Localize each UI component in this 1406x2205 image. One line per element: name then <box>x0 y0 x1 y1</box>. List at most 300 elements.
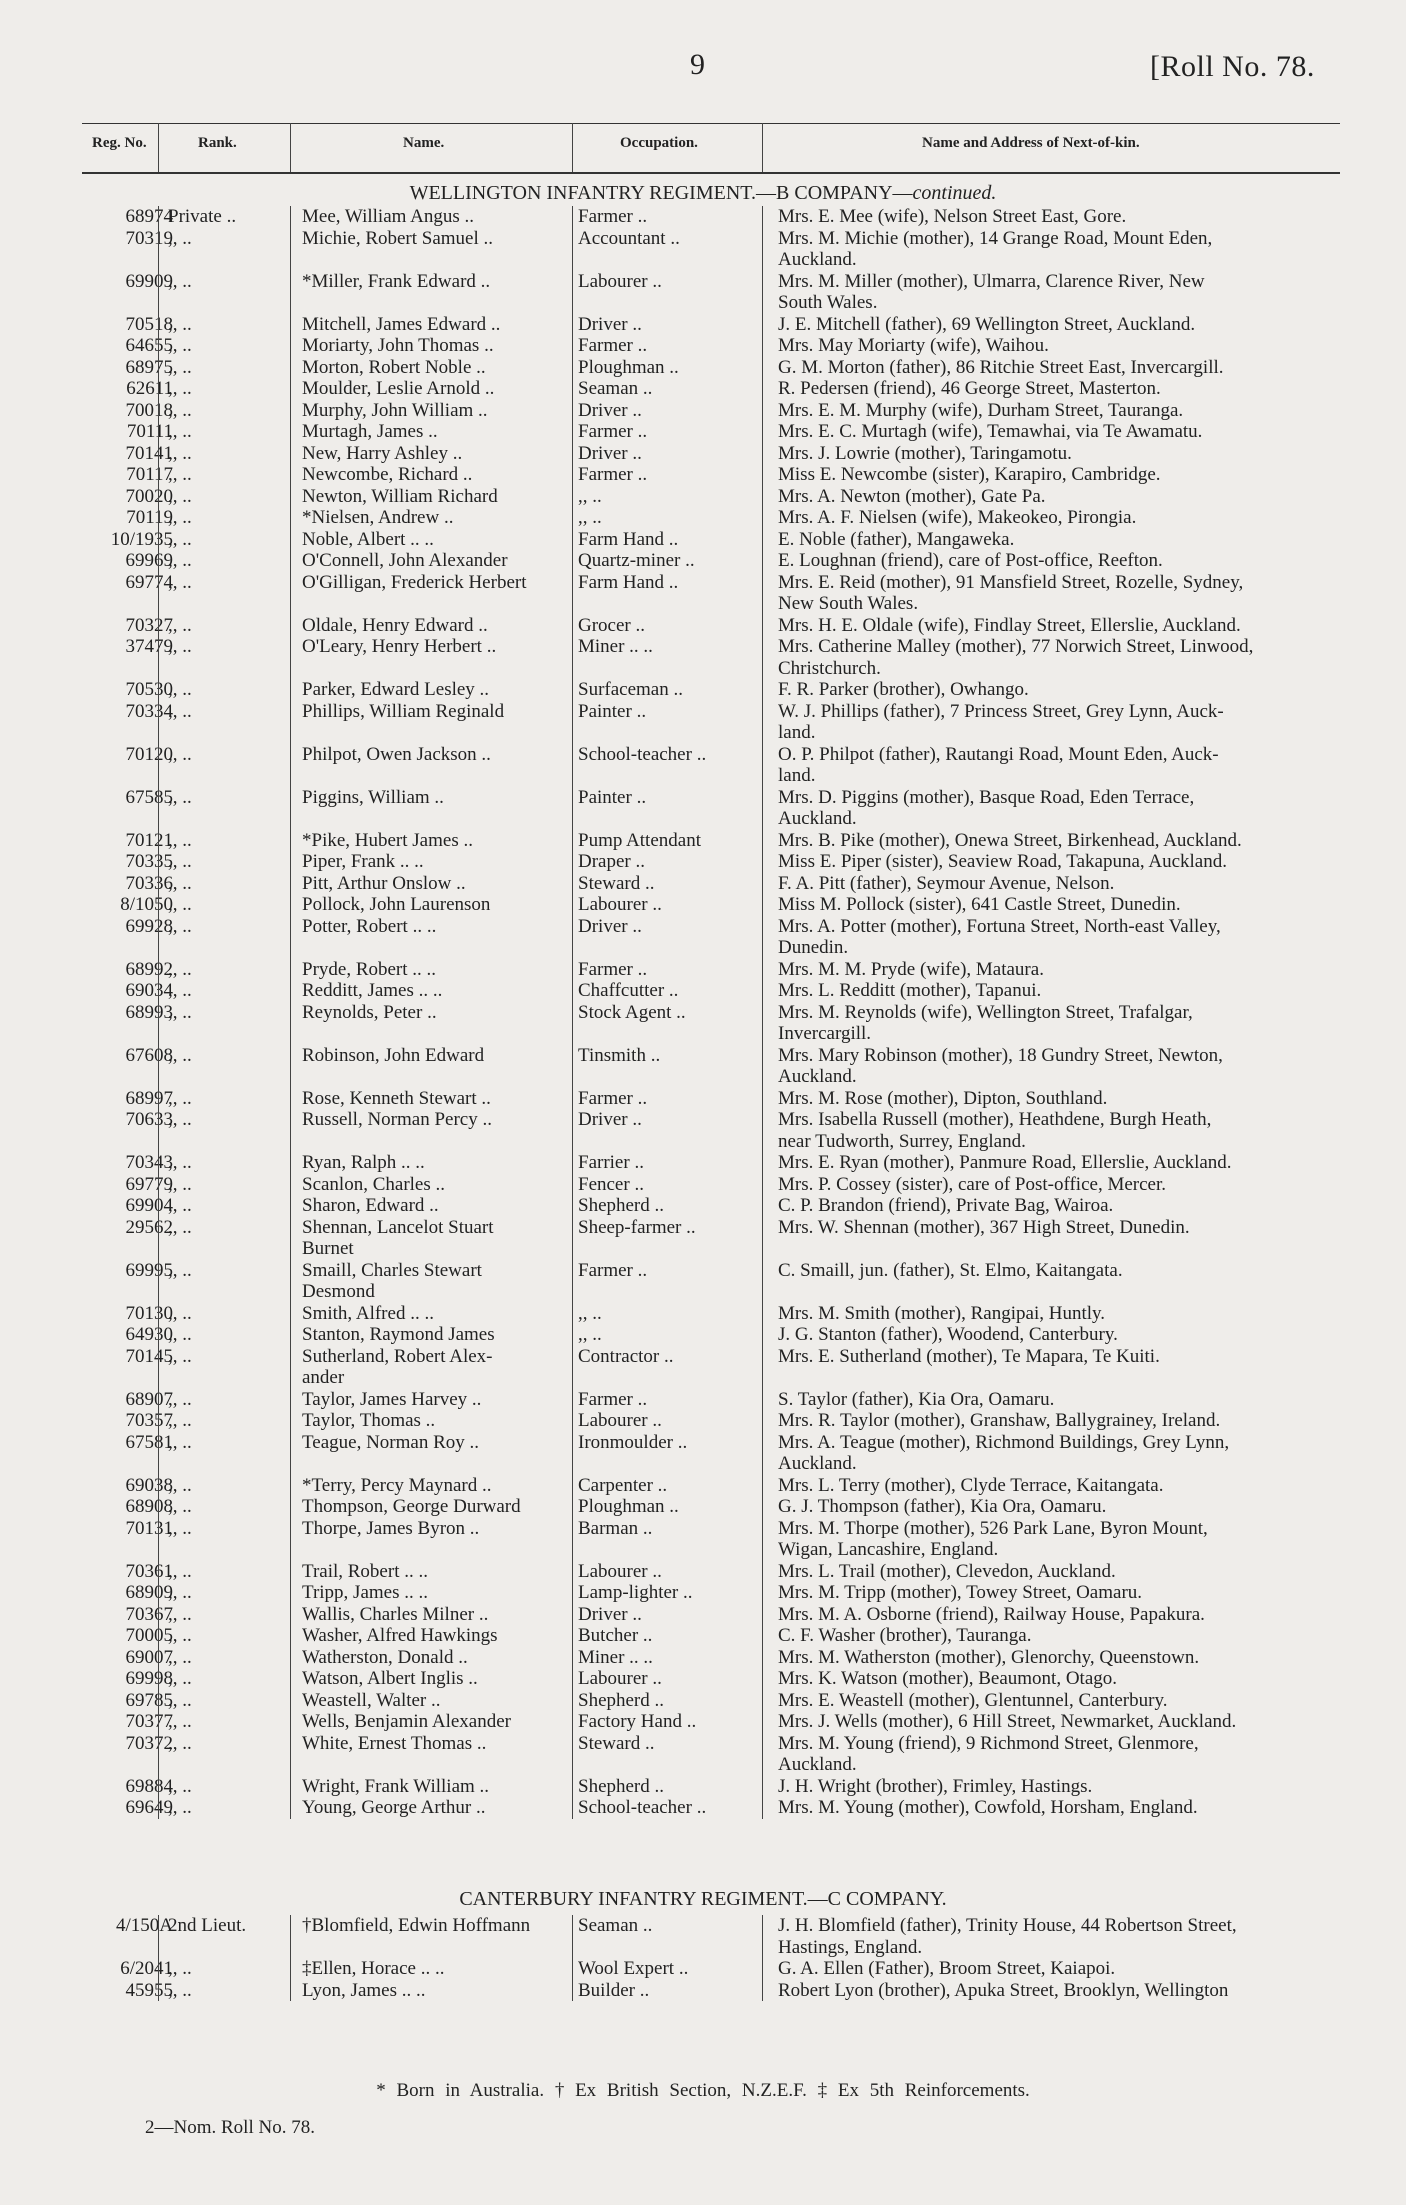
reg-number: 67585 <box>125 786 173 808</box>
reg-number: 70005 <box>125 1625 173 1646</box>
next-of-kin: Mrs. W. Shennan (mother), 367 High Street, Dunedin. <box>778 1216 1190 1238</box>
occupation: Wool Expert .. <box>578 1958 689 1979</box>
reg-number: 70334 <box>125 700 173 722</box>
reg-number: 69649 <box>125 1797 173 1818</box>
reg-number: 6/2041 <box>120 1958 173 1979</box>
rank: ,, .. <box>168 1958 192 1979</box>
occupation: ,, .. <box>578 1302 602 1324</box>
rank: ,, .. <box>168 1797 192 1818</box>
soldier-name: Taylor, Thomas .. <box>302 1410 436 1431</box>
reg-number: 69007 <box>125 1646 173 1668</box>
next-of-kin-continued: Invercargill. <box>778 1023 872 1044</box>
soldier-name: Parker, Edward Lesley .. <box>302 679 490 700</box>
soldier-name: O'Gilligan, Frederick Herbert <box>302 571 527 593</box>
soldier-name: Mee, William Angus .. <box>302 206 474 227</box>
reg-number: 70336 <box>125 872 173 894</box>
rank: ,, .. <box>168 1625 192 1646</box>
reg-number: 69998 <box>125 1668 173 1689</box>
header-rule-top <box>82 123 1340 124</box>
reg-number: 68908 <box>125 1496 173 1517</box>
rank: ,, .. <box>168 1324 192 1345</box>
occupation: Driver .. <box>578 399 642 421</box>
occupation: Farmer .. <box>578 1259 648 1281</box>
rank: ,, .. <box>168 1431 192 1453</box>
soldier-name: Taylor, James Harvey .. <box>302 1388 482 1410</box>
next-of-kin: Mrs. L. Redditt (mother), Tapanui. <box>778 980 1042 1001</box>
occupation: Sheep-farmer .. <box>578 1216 696 1238</box>
rank: ,, .. <box>168 743 192 765</box>
rank: ,, .. <box>168 1732 192 1754</box>
soldier-name: Young, George Arthur .. <box>302 1797 486 1818</box>
occupation: Driver .. <box>578 915 642 937</box>
rank: 2nd Lieut. <box>168 1915 247 1936</box>
column-rule <box>158 206 159 1819</box>
reg-number: 69884 <box>125 1775 173 1797</box>
rank: ,, .. <box>168 851 192 872</box>
next-of-kin: Mrs. E. C. Murtagh (wife), Temawhai, via Te Awamatu. <box>778 421 1203 442</box>
soldier-name: Moriarty, John Thomas .. <box>302 335 494 356</box>
next-of-kin: J. E. Mitchell (father), 69 Wellington Street, Auckland. <box>778 313 1196 335</box>
occupation: Labourer .. <box>578 894 662 915</box>
soldier-name: White, Ernest Thomas .. <box>302 1732 487 1754</box>
occupation: Painter .. <box>578 786 647 808</box>
occupation: Butcher .. <box>578 1625 653 1646</box>
page-number: 9 <box>690 48 705 81</box>
rank: ,, .. <box>168 1517 192 1539</box>
soldier-name: Robinson, John Edward <box>302 1044 485 1066</box>
soldier-name: Shennan, Lancelot Stuart <box>302 1216 494 1238</box>
rank: ,, .. <box>168 1496 192 1517</box>
reg-number: 37479 <box>125 636 173 657</box>
occupation: Farm Hand .. <box>578 571 679 593</box>
next-of-kin: Mrs. Catherine Malley (mother), 77 Norwich Street, Linwood, <box>778 636 1254 657</box>
next-of-kin: Robert Lyon (brother), Apuka Street, Brooklyn, Wellington <box>778 1979 1229 2001</box>
occupation: Chaffcutter .. <box>578 980 679 1001</box>
rank: ,, .. <box>168 378 192 399</box>
occupation: Farmer .. <box>578 206 648 227</box>
reg-number: 70117 <box>126 464 173 485</box>
next-of-kin: Mrs. R. Taylor (mother), Granshaw, Ballygrainey, Ireland. <box>778 1410 1221 1431</box>
next-of-kin: Mrs. P. Cossey (sister), care of Post-office, Mercer. <box>778 1173 1167 1195</box>
rank: ,, .. <box>168 270 192 292</box>
soldier-name: Wallis, Charles Milner .. <box>302 1603 489 1625</box>
reg-number: 70530 <box>125 679 173 700</box>
rank: ,, .. <box>168 464 192 485</box>
occupation: ,, .. <box>578 1324 602 1345</box>
next-of-kin: Mrs. H. E. Oldale (wife), Findlay Street, Ellerslie, Auckland. <box>778 614 1241 636</box>
occupation: Farmer .. <box>578 464 648 485</box>
occupation: Steward .. <box>578 872 655 894</box>
soldier-name: *Nielsen, Andrew .. <box>302 507 454 528</box>
occupation: Contractor .. <box>578 1345 674 1367</box>
next-of-kin: C. F. Washer (brother), Tauranga. <box>778 1625 1032 1646</box>
next-of-kin: G. A. Ellen (Father), Broom Street, Kaiapoi. <box>778 1958 1116 1979</box>
rank: ,, .. <box>168 1109 192 1130</box>
soldier-name: Smaill, Charles Stewart <box>302 1259 482 1281</box>
next-of-kin: Mrs. M. Miller (mother), Ulmarra, Clarence River, New <box>778 270 1205 292</box>
soldier-name: Murtagh, James .. <box>302 421 438 442</box>
roll-number: [Roll No. 78. <box>1150 50 1315 83</box>
reg-number: 70361 <box>125 1560 173 1582</box>
rank: ,, .. <box>168 1474 192 1496</box>
reg-number: 29562 <box>125 1216 173 1238</box>
column-header-name: Name. <box>403 135 445 151</box>
occupation: Fencer .. <box>578 1173 644 1195</box>
column-rule <box>290 206 291 1819</box>
next-of-kin: G. J. Thompson (father), Kia Ora, Oamaru. <box>778 1496 1107 1517</box>
soldier-name: Oldale, Henry Edward .. <box>302 614 488 636</box>
column-header-rank: Rank. <box>198 135 237 151</box>
next-of-kin: Mrs. E. Ryan (mother), Panmure Road, Ellerslie, Auckland. <box>778 1152 1232 1173</box>
next-of-kin: Mrs. M. M. Pryde (wife), Mataura. <box>778 958 1044 980</box>
occupation: Shepherd .. <box>578 1775 665 1797</box>
next-of-kin-continued: land. <box>778 765 816 786</box>
soldier-name: Stanton, Raymond James <box>302 1324 495 1345</box>
next-of-kin-continued: Christchurch. <box>778 657 881 679</box>
reg-number: 68907 <box>125 1388 173 1410</box>
rank: ,, .. <box>168 1216 192 1238</box>
next-of-kin: W. J. Phillips (father), 7 Princess Street, Grey Lynn, Auck- <box>778 700 1224 722</box>
soldier-name: O'Connell, John Alexander <box>302 550 508 571</box>
soldier-name: Weastell, Walter .. <box>302 1689 441 1711</box>
soldier-name: Rose, Kenneth Stewart .. <box>302 1087 491 1109</box>
reg-number: 70327 <box>125 614 173 636</box>
soldier-name: Potter, Robert .. .. <box>302 915 437 937</box>
rank: ,, .. <box>168 1388 192 1410</box>
next-of-kin-continued: New South Wales. <box>778 593 919 614</box>
reg-number: 67581 <box>125 1431 173 1453</box>
occupation: Shepherd .. <box>578 1689 665 1711</box>
reg-number: 70377 <box>125 1711 173 1732</box>
occupation: Barman .. <box>578 1517 653 1539</box>
reg-number: 70130 <box>125 1302 173 1324</box>
column-rule <box>572 1915 573 2001</box>
soldier-name: Thompson, George Durward <box>302 1496 521 1517</box>
occupation: Tinsmith .. <box>578 1044 661 1066</box>
next-of-kin: Mrs. M. Reynolds (wife), Wellington Street, Trafalgar, <box>778 1001 1193 1023</box>
rank: ,, .. <box>168 614 192 636</box>
occupation: Farmer .. <box>578 958 648 980</box>
rank: ,, .. <box>168 786 192 808</box>
nom-roll-number: 2—Nom. Roll No. 78. <box>145 2117 315 2138</box>
next-of-kin-continued: Auckland. <box>778 808 857 829</box>
occupation: Seaman .. <box>578 378 653 399</box>
next-of-kin: J. G. Stanton (father), Woodend, Canterbury. <box>778 1324 1118 1345</box>
rank: ,, .. <box>168 1689 192 1711</box>
next-of-kin: Mrs. B. Pike (mother), Onewa Street, Birkenhead, Auckland. <box>778 829 1242 851</box>
next-of-kin-continued: Auckland. <box>778 249 857 270</box>
reg-number: 69034 <box>125 980 173 1001</box>
soldier-name: Teague, Norman Roy .. <box>302 1431 480 1453</box>
occupation: Carpenter .. <box>578 1474 668 1496</box>
next-of-kin: Mrs. A. F. Nielsen (wife), Makeokeo, Pirongia. <box>778 507 1137 528</box>
occupation: Surfaceman .. <box>578 679 683 700</box>
next-of-kin-continued: Wigan, Lancashire, England. <box>778 1539 999 1560</box>
occupation: Farrier .. <box>578 1152 644 1173</box>
column-rule <box>762 206 763 1819</box>
reg-number: 69928 <box>125 915 173 937</box>
reg-number: 70020 <box>125 485 173 507</box>
column-rule <box>158 1915 159 2001</box>
reg-number: 45955 <box>125 1979 173 2001</box>
occupation: Miner .. .. <box>578 636 653 657</box>
next-of-kin: O. P. Philpot (father), Rautangi Road, Mount Eden, Auck- <box>778 743 1219 765</box>
occupation: Driver .. <box>578 1603 642 1625</box>
next-of-kin: C. Smaill, jun. (father), St. Elmo, Kaitangata. <box>778 1259 1123 1281</box>
next-of-kin: Mrs. M. Rose (mother), Dipton, Southland. <box>778 1087 1108 1109</box>
soldier-name: *Terry, Percy Maynard .. <box>302 1474 492 1496</box>
soldier-name: †Blomfield, Edwin Hoffmann <box>302 1915 531 1936</box>
rank: ,, .. <box>168 1302 192 1324</box>
soldier-name: Washer, Alfred Hawkings <box>302 1625 498 1646</box>
rank: ,, .. <box>168 636 192 657</box>
next-of-kin: S. Taylor (father), Kia Ora, Oamaru. <box>778 1388 1055 1410</box>
reg-number: 68909 <box>125 1582 173 1603</box>
next-of-kin: E. Loughnan (friend), care of Post-office, Reefton. <box>778 550 1163 571</box>
next-of-kin: Mrs. Isabella Russell (mother), Heathdene, Burgh Heath, <box>778 1109 1212 1130</box>
soldier-name: ‡Ellen, Horace .. .. <box>302 1958 445 1979</box>
occupation: Farmer .. <box>578 335 648 356</box>
section-title: WELLINGTON INFANTRY REGIMENT.—B COMPANY—continued. <box>409 182 997 204</box>
reg-number: 70141 <box>125 442 173 464</box>
footnotes: * Born in Australia. † Ex British Section, N.Z.E.F. ‡ Ex 5th Reinforcements. <box>376 2080 1030 2101</box>
next-of-kin-continued: land. <box>778 722 816 743</box>
next-of-kin: Miss M. Pollock (sister), 641 Castle Street, Dunedin. <box>778 894 1181 915</box>
soldier-name: Scanlon, Charles .. <box>302 1173 446 1195</box>
soldier-name: Watherston, Donald .. <box>302 1646 468 1668</box>
next-of-kin: Miss E. Newcombe (sister), Karapiro, Cambridge. <box>778 464 1161 485</box>
reg-number: 68992 <box>125 958 173 980</box>
occupation: Labourer .. <box>578 1410 662 1431</box>
rank: ,, .. <box>168 1775 192 1797</box>
next-of-kin: Mrs. E. Reid (mother), 91 Mansfield Street, Rozelle, Sydney, <box>778 571 1244 593</box>
next-of-kin: Mrs. K. Watson (mother), Beaumont, Otago. <box>778 1668 1118 1689</box>
next-of-kin: Mrs. E. Weastell (mother), Glentunnel, Canterbury. <box>778 1689 1168 1711</box>
reg-number: 70111 <box>126 421 173 442</box>
next-of-kin: Mrs. J. Wells (mother), 6 Hill Street, Newmarket, Auckland. <box>778 1711 1237 1732</box>
rank: ,, .. <box>168 1646 192 1668</box>
next-of-kin: R. Pedersen (friend), 46 George Street, Masterton. <box>778 378 1161 399</box>
rank: ,, .. <box>168 1345 192 1367</box>
rank: ,, .. <box>168 335 192 356</box>
reg-number: 4/150A <box>116 1915 173 1936</box>
rank: ,, .. <box>168 872 192 894</box>
soldier-name: O'Leary, Henry Herbert .. <box>302 636 497 657</box>
soldier-name: Pitt, Arthur Onslow .. <box>302 872 466 894</box>
next-of-kin-continued: Hastings, England. <box>778 1936 923 1958</box>
rank: ,, .. <box>168 980 192 1001</box>
next-of-kin-continued: South Wales. <box>778 292 878 313</box>
section-title: CANTERBURY INFANTRY REGIMENT.—C COMPANY. <box>459 1888 947 1910</box>
next-of-kin: Mrs. E. M. Murphy (wife), Durham Street, Tauranga. <box>778 399 1184 421</box>
rank: ,, .. <box>168 1195 192 1216</box>
header-rule-bottom <box>82 172 1340 174</box>
rank: ,, .. <box>168 227 192 249</box>
soldier-name-continued: ander <box>302 1367 345 1388</box>
rank: ,, .. <box>168 571 192 593</box>
rank: ,, .. <box>168 894 192 915</box>
rank: ,, .. <box>168 829 192 851</box>
reg-number: 62611 <box>126 378 173 399</box>
soldier-name-continued: Desmond <box>302 1281 375 1302</box>
rank: ,, .. <box>168 1410 192 1431</box>
next-of-kin-continued: Auckland. <box>778 1453 857 1474</box>
reg-number: 69904 <box>125 1195 173 1216</box>
occupation: Painter .. <box>578 700 647 722</box>
column-header-reg: Reg. No. <box>92 135 147 151</box>
soldier-name: Newton, William Richard <box>302 485 498 507</box>
rank: ,, .. <box>168 1668 192 1689</box>
reg-number: 70367 <box>125 1603 173 1625</box>
reg-number: 70319 <box>125 227 173 249</box>
reg-number: 69774 <box>125 571 173 593</box>
soldier-name: Ryan, Ralph .. .. <box>302 1152 425 1173</box>
column-header-occupation: Occupation. <box>620 135 698 151</box>
soldier-name: Phillips, William Reginald <box>302 700 505 722</box>
reg-number: 64655 <box>125 335 173 356</box>
reg-number: 69995 <box>125 1259 173 1281</box>
rank: Private .. <box>168 206 237 227</box>
occupation: Labourer .. <box>578 270 662 292</box>
column-rule <box>290 1915 291 2001</box>
rank: ,, .. <box>168 915 192 937</box>
occupation: Ploughman .. <box>578 356 679 378</box>
next-of-kin: Miss E. Piper (sister), Seaview Road, Takapuna, Auckland. <box>778 851 1227 872</box>
next-of-kin: Mrs. M. Young (mother), Cowfold, Horsham, England. <box>778 1797 1198 1818</box>
rank: ,, .. <box>168 1087 192 1109</box>
reg-number: 8/1050 <box>120 894 173 915</box>
next-of-kin-continued: Auckland. <box>778 1066 857 1087</box>
occupation: Driver .. <box>578 442 642 464</box>
reg-number: 70518 <box>125 313 173 335</box>
next-of-kin: Mrs. D. Piggins (mother), Basque Road, Eden Terrace, <box>778 786 1195 808</box>
rank: ,, .. <box>168 528 192 550</box>
reg-number: 64930 <box>125 1324 173 1345</box>
rank: ,, .. <box>168 679 192 700</box>
soldier-name: Pryde, Robert .. .. <box>302 958 437 980</box>
next-of-kin: Mrs. E. Sutherland (mother), Te Mapara, Te Kuiti. <box>778 1345 1160 1367</box>
header-divider <box>290 123 291 172</box>
soldier-name: Pollock, John Laurenson <box>302 894 491 915</box>
soldier-name-continued: Burnet <box>302 1238 354 1259</box>
rank: ,, .. <box>168 1711 192 1732</box>
soldier-name: Piggins, William .. <box>302 786 444 808</box>
soldier-name: Philpot, Owen Jackson .. <box>302 743 491 765</box>
reg-number: 70145 <box>125 1345 173 1367</box>
reg-number: 69909 <box>125 270 173 292</box>
reg-number: 70335 <box>125 851 173 872</box>
reg-number: 68975 <box>125 356 173 378</box>
reg-number: 69038 <box>125 1474 173 1496</box>
soldier-name: Morton, Robert Noble .. <box>302 356 486 378</box>
next-of-kin: Mrs. M. Michie (mother), 14 Grange Road, Mount Eden, <box>778 227 1213 249</box>
next-of-kin: F. R. Parker (brother), Owhango. <box>778 679 1029 700</box>
next-of-kin: E. Noble (father), Mangaweka. <box>778 528 1015 550</box>
rank: ,, .. <box>168 313 192 335</box>
reg-number: 68997 <box>125 1087 173 1109</box>
next-of-kin: Mrs. M. Smith (mother), Rangipai, Huntly. <box>778 1302 1106 1324</box>
reg-number: 70343 <box>125 1152 173 1173</box>
rank: ,, .. <box>168 1582 192 1603</box>
rank: ,, .. <box>168 1259 192 1281</box>
soldier-name: Lyon, James .. .. <box>302 1979 426 2001</box>
soldier-name: Wells, Benjamin Alexander <box>302 1711 511 1732</box>
next-of-kin: J. H. Wright (brother), Frimley, Hastings. <box>778 1775 1093 1797</box>
soldier-name: Newcombe, Richard .. <box>302 464 473 485</box>
occupation: Miner .. .. <box>578 1646 653 1668</box>
next-of-kin: J. H. Blomfield (father), Trinity House, 44 Robertson Street, <box>778 1915 1237 1936</box>
occupation: School-teacher .. <box>578 1797 707 1818</box>
soldier-name: Watson, Albert Inglis .. <box>302 1668 478 1689</box>
soldier-name: Sharon, Edward .. <box>302 1195 439 1216</box>
reg-number: 69785 <box>125 1689 173 1711</box>
next-of-kin: Mrs. L. Terry (mother), Clyde Terrace, Kaitangata. <box>778 1474 1164 1496</box>
rank: ,, .. <box>168 485 192 507</box>
occupation: Steward .. <box>578 1732 655 1754</box>
rank: ,, .. <box>168 507 192 528</box>
occupation: Labourer .. <box>578 1668 662 1689</box>
reg-number: 67608 <box>125 1044 173 1066</box>
reg-number: 70018 <box>125 399 173 421</box>
occupation: Farm Hand .. <box>578 528 679 550</box>
occupation: Lamp-lighter .. <box>578 1582 693 1603</box>
column-rule <box>762 1915 763 2001</box>
occupation: Driver .. <box>578 1109 642 1130</box>
next-of-kin: Mrs. M. Watherston (mother), Glenorchy, Queenstown. <box>778 1646 1200 1668</box>
soldier-name: Michie, Robert Samuel .. <box>302 227 494 249</box>
rank: ,, .. <box>168 399 192 421</box>
occupation: Farmer .. <box>578 1087 648 1109</box>
next-of-kin: Mrs. L. Trail (mother), Clevedon, Auckland. <box>778 1560 1116 1582</box>
next-of-kin: Mrs. A. Newton (mother), Gate Pa. <box>778 485 1046 507</box>
next-of-kin: Mrs. J. Lowrie (mother), Taringamotu. <box>778 442 1072 464</box>
next-of-kin-continued: Dunedin. <box>778 937 849 958</box>
occupation: Farmer .. <box>578 1388 648 1410</box>
soldier-name: Noble, Albert .. .. <box>302 528 434 550</box>
occupation: Ploughman .. <box>578 1496 679 1517</box>
next-of-kin-continued: Auckland. <box>778 1754 857 1775</box>
soldier-name: Mitchell, James Edward .. <box>302 313 501 335</box>
header-divider <box>158 123 159 172</box>
soldier-name: Smith, Alfred .. .. <box>302 1302 434 1324</box>
reg-number: 69779 <box>125 1173 173 1195</box>
occupation: Farmer .. <box>578 421 648 442</box>
occupation: Factory Hand .. <box>578 1711 697 1732</box>
reg-number: 70372 <box>125 1732 173 1754</box>
rank: ,, .. <box>168 958 192 980</box>
next-of-kin: G. M. Morton (father), 86 Ritchie Street East, Invercargill. <box>778 356 1224 378</box>
rank: ,, .. <box>168 1152 192 1173</box>
reg-number: 70121 <box>125 829 173 851</box>
occupation: Grocer .. <box>578 614 645 636</box>
soldier-name: New, Harry Ashley .. <box>302 442 463 464</box>
header-divider <box>762 123 763 172</box>
occupation: Quartz-miner .. <box>578 550 695 571</box>
rank: ,, .. <box>168 1044 192 1066</box>
occupation: ,, .. <box>578 485 602 507</box>
reg-number: 69969 <box>125 550 173 571</box>
next-of-kin: Mrs. M. Young (friend), 9 Richmond Street, Glenmore, <box>778 1732 1199 1754</box>
next-of-kin: Mrs. M. A. Osborne (friend), Railway House, Papakura. <box>778 1603 1205 1625</box>
reg-number: 70120 <box>125 743 173 765</box>
soldier-name: Trail, Robert .. .. <box>302 1560 428 1582</box>
soldier-name: Redditt, James .. .. <box>302 980 443 1001</box>
soldier-name: Piper, Frank .. .. <box>302 851 424 872</box>
soldier-name: *Miller, Frank Edward .. <box>302 270 491 292</box>
next-of-kin: C. P. Brandon (friend), Private Bag, Wairoa. <box>778 1195 1114 1216</box>
next-of-kin: Mrs. Mary Robinson (mother), 18 Gundry Street, Newton, <box>778 1044 1223 1066</box>
reg-number: 70131 <box>125 1517 173 1539</box>
